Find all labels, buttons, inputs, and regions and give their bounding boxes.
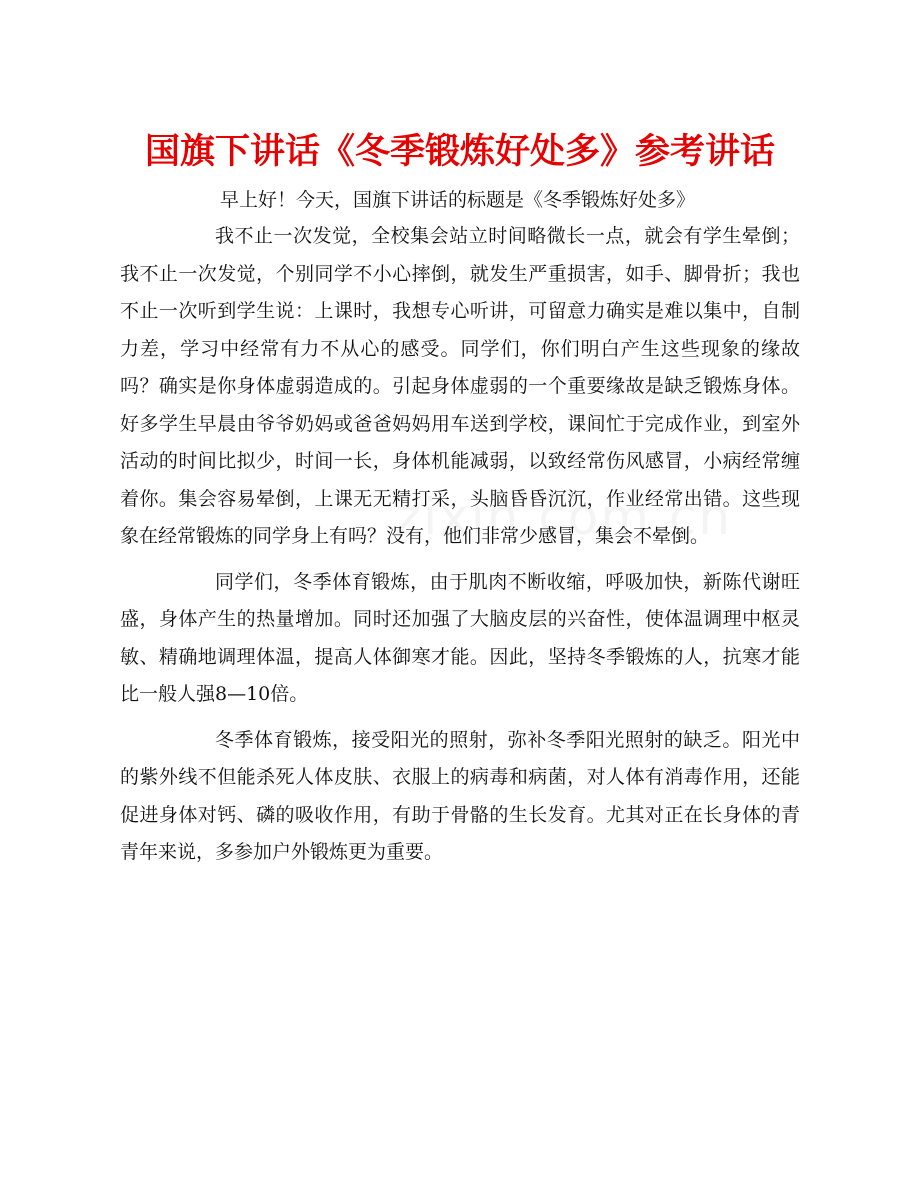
paragraph-gap (120, 556, 800, 564)
body-paragraph-3: 冬季体育锻炼，接受阳光的照射，弥补冬季阳光照射的缺乏。阳光中的紫外线不但能杀死人体皮肤、衣服上的病毒和病菌，对人体有消毒作用，还能促进身体对钙、磷的吸收作用，有助于骨骼的生长发育。尤其对正在长身体的青青年来说，多参加户外锻炼更为重要。 (120, 728, 800, 863)
body-paragraph-1: 我不止一次发觉，全校集会站立时间略微长一点，就会有学生晕倒；我不止一次发觉，个别同学不小心摔倒，就发生严重损害，如手、脚骨折；我也不止一次听到学生说：上课时，我想专心听讲，可留意力确实是难以集中，自制力差，学习中经常有力不从心的感受。同学们，你们明白产生这些现象的缘故吗？确实是你身体虚弱造成的。引起身体虚弱的一个重要缘故是缺乏锻炼身体。好多学生早晨由爷爷奶妈或爸爸妈妈用车送到学校，课间忙于完成作业，到室外活动的时间比拟少，时间一长，身体机能减弱，以致经常伤风感冒，小病经常缠着你。集会容易晕倒，上课无无精打采，头脑昏昏沉沉，作业经常出错。这些现象在经常锻炼的同学身上有吗？没有，他们非常少感冒，集会不晕倒。 (120, 225, 800, 547)
intro-paragraph: 早上好！今天，国旗下讲话的标题是《冬季锻炼好处多》 (220, 189, 696, 211)
body-paragraph-2: 同学们，冬季体育锻炼，由于肌肉不断收缩，呼吸加快，新陈代谢旺盛，身体产生的热量增加。同时还加强了大脑皮层的兴奋性，使体温调理中枢灵敏、精确地调理体温，提高人体御寒才能。因此，坚持冬季锻炼的人，抗寒才能比一般人强8—10倍。 (120, 570, 800, 705)
paragraph-gap (120, 714, 800, 722)
document-title: 国旗下讲话《冬季锻炼好处多》参考讲话 (144, 132, 775, 172)
